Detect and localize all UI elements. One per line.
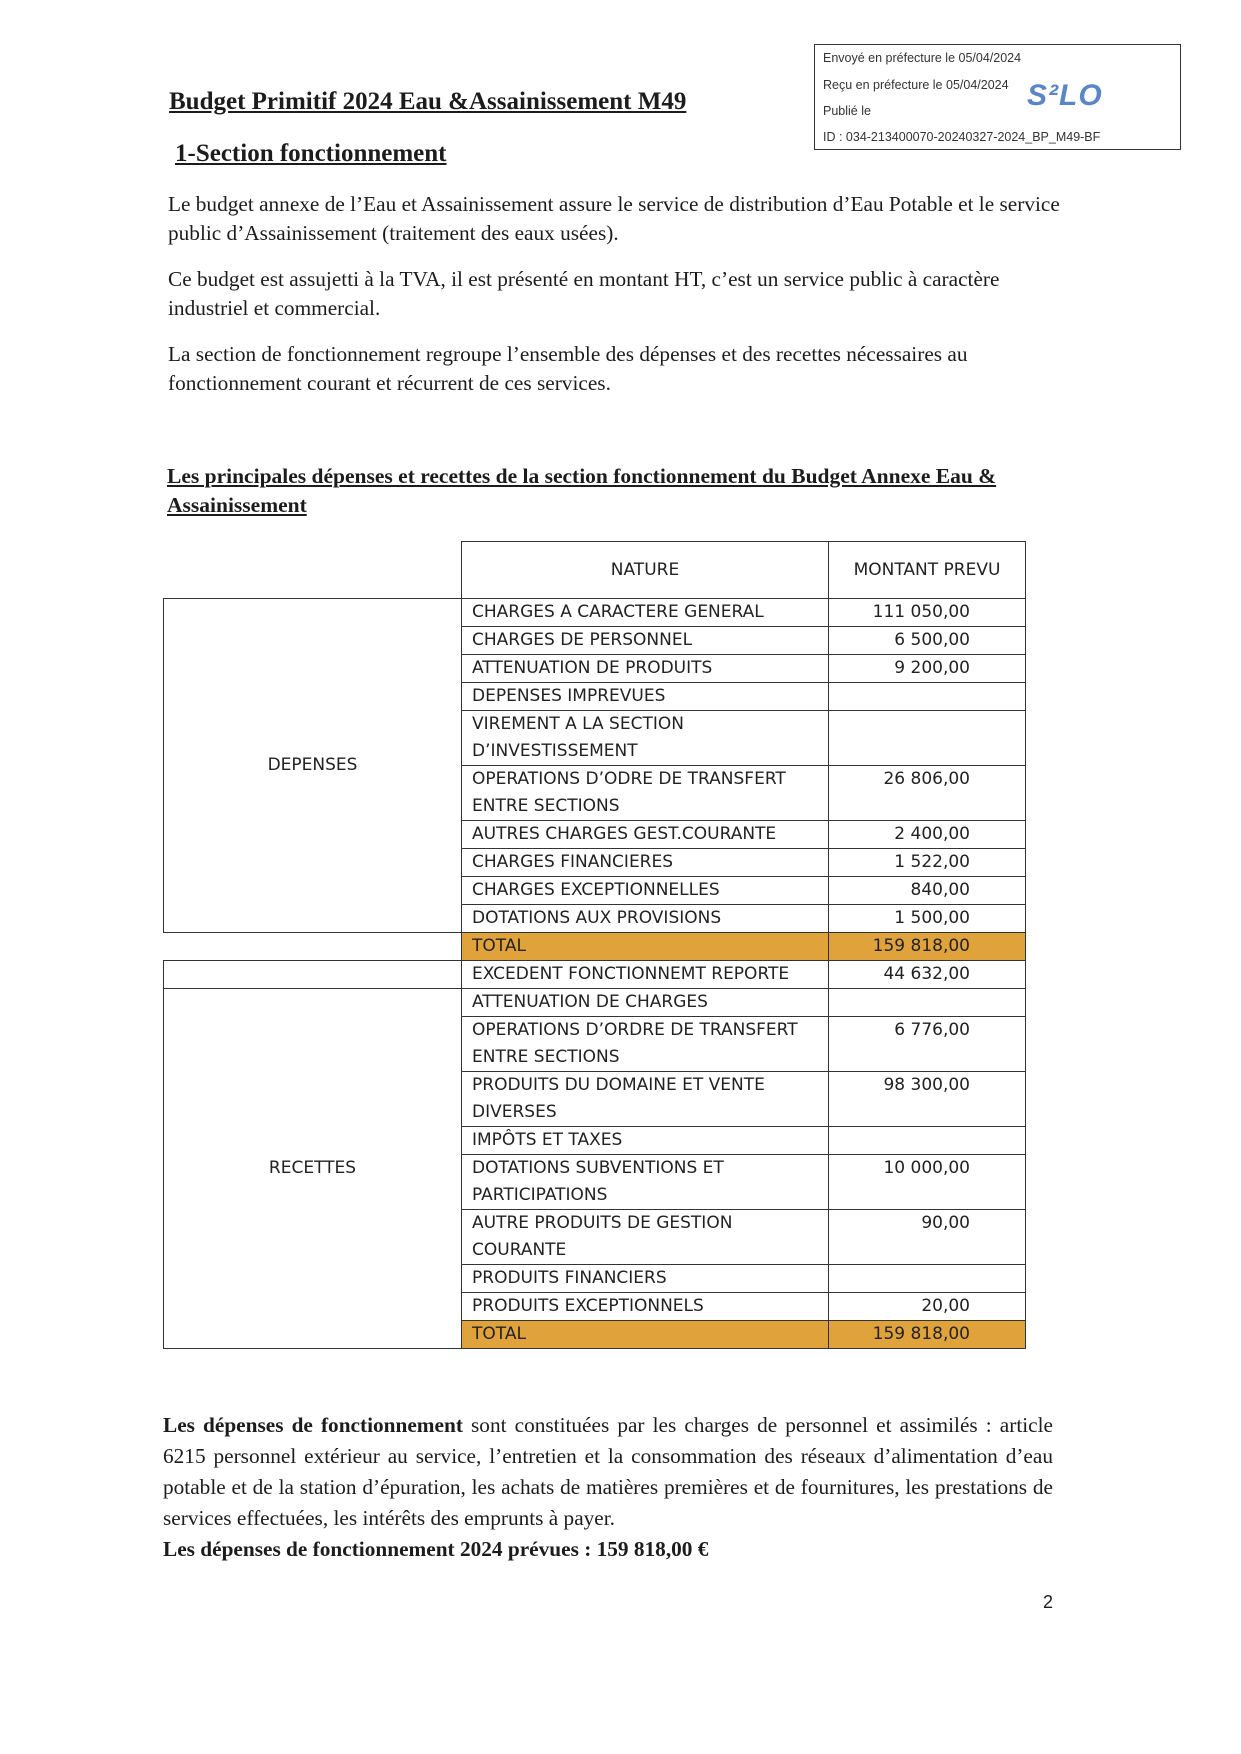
stamp-sent: Envoyé en préfecture le 05/04/2024	[823, 51, 1022, 65]
closing-lead: Les dépenses de fonctionnement	[163, 1413, 463, 1437]
nature-cell: AUTRE PRODUITS DE GESTION COURANTE	[462, 1210, 829, 1265]
amount-cell: 6 500,00	[829, 627, 1026, 655]
nature-cell: OPERATIONS D’ODRE DE TRANSFERT ENTRE SECTIONS	[462, 766, 829, 821]
nature-cell: PRODUITS FINANCIERS	[462, 1265, 829, 1293]
total-amount: 159 818,00	[829, 1321, 1026, 1349]
page-title: Budget Primitif 2024 Eau &Assainissement M49	[169, 88, 687, 115]
amount-cell: 9 200,00	[829, 655, 1026, 683]
stamp-id: ID : 034-213400070-20240327-2024_BP_M49-BF	[823, 130, 1101, 144]
paragraph-section: La section de fonctionnement regroupe l’ensemble des dépenses et des recettes nécessaires au fonctionnement courant et récurrent de ces services.	[168, 342, 968, 395]
table-header-row	[164, 542, 1026, 599]
nature-cell: DEPENSES IMPREVUES	[462, 683, 829, 711]
amount-cell	[829, 1127, 1026, 1155]
header-blank-cell	[164, 542, 462, 599]
amount-cell: 90,00	[829, 1210, 1026, 1265]
paragraph-tva: Ce budget est assujetti à la TVA, il est présenté en montant HT, c’est un service public à caractère industriel et commercial.	[168, 267, 1000, 320]
total-amount: 159 818,00	[829, 933, 1026, 961]
amount-cell	[829, 989, 1026, 1017]
stamp-published: Publié le	[823, 104, 871, 118]
nature-cell: IMPÔTS ET TAXES	[462, 1127, 829, 1155]
paragraph-intro: Le budget annexe de l’Eau et Assainissement assure le service de distribution d’Eau Potable et le service public d’Assainissement (traitement des eaux usées).	[168, 192, 1060, 245]
nature-cell: DOTATIONS AUX PROVISIONS	[462, 905, 829, 933]
amount-cell: 2 400,00	[829, 821, 1026, 849]
excedent-row	[164, 961, 1026, 989]
nature-cell: EXCEDENT FONCTIONNEMT REPORTE	[462, 961, 829, 989]
nature-cell: CHARGES FINANCIERES	[462, 849, 829, 877]
nature-cell: DOTATIONS SUBVENTIONS ET PARTICIPATIONS	[462, 1155, 829, 1210]
depenses-total-row	[164, 933, 1026, 961]
nature-cell: CHARGES DE PERSONNEL	[462, 627, 829, 655]
excedent-blank-cell	[164, 961, 462, 989]
table-row	[164, 989, 1026, 1017]
nature-cell: VIREMENT A LA SECTION D’INVESTISSEMENT	[462, 711, 829, 766]
amount-cell: 840,00	[829, 877, 1026, 905]
amount-cell: 111 050,00	[829, 599, 1026, 627]
closing-paragraph	[163, 1410, 1053, 1565]
prefecture-stamp	[814, 44, 1181, 150]
amount-cell	[829, 1265, 1026, 1293]
amount-cell: 98 300,00	[829, 1072, 1026, 1127]
stamp-received: Reçu en préfecture le 05/04/2024	[823, 78, 1009, 92]
nature-cell: CHARGES A CARACTERE GENERAL	[462, 599, 829, 627]
depenses-label: DEPENSES	[164, 599, 462, 933]
nature-cell: ATTENUATION DE PRODUITS	[462, 655, 829, 683]
header-nature: NATURE	[462, 542, 829, 599]
amount-cell	[829, 683, 1026, 711]
total-blank-cell	[164, 933, 462, 961]
total-label: TOTAL	[462, 1321, 829, 1349]
nature-cell: PRODUITS DU DOMAINE ET VENTE DIVERSES	[462, 1072, 829, 1127]
amount-cell: 1 500,00	[829, 905, 1026, 933]
total-label: TOTAL	[462, 933, 829, 961]
nature-cell: ATTENUATION DE CHARGES	[462, 989, 829, 1017]
signature-mark: S²LO	[1027, 79, 1103, 112]
page-number: 2	[1043, 1592, 1054, 1612]
nature-cell: CHARGES EXCEPTIONNELLES	[462, 877, 829, 905]
budget-table	[163, 541, 1026, 1349]
closing-body: sont constituées par les charges de personnel et assimilés : article 6215 personnel extérieur au service, l’entretien et la consommation des réseaux d’alimentation d’eau potable et de la station d’épuration, les achats de matières premières et de fournitures, les prestations de services effectuées, les intérêts des emprunts à payer.	[163, 1413, 1053, 1530]
header-amount: MONTANT PREVU	[829, 542, 1026, 599]
table-row	[164, 599, 1026, 627]
amount-cell	[829, 711, 1026, 766]
amount-cell: 10 000,00	[829, 1155, 1026, 1210]
closing-summary: Les dépenses de fonctionnement 2024 prévues : 159 818,00 €	[163, 1537, 709, 1561]
amount-cell: 1 522,00	[829, 849, 1026, 877]
table-heading: Les principales dépenses et recettes de la section fonctionnement du Budget Annexe Eau & Assainissement	[167, 464, 997, 517]
amount-cell: 44 632,00	[829, 961, 1026, 989]
section-title: 1-Section fonctionnement	[175, 140, 447, 167]
nature-cell: PRODUITS EXCEPTIONNELS	[462, 1293, 829, 1321]
nature-cell: AUTRES CHARGES GEST.COURANTE	[462, 821, 829, 849]
amount-cell: 26 806,00	[829, 766, 1026, 821]
amount-cell: 6 776,00	[829, 1017, 1026, 1072]
nature-cell: OPERATIONS D’ORDRE DE TRANSFERT ENTRE SECTIONS	[462, 1017, 829, 1072]
amount-cell: 20,00	[829, 1293, 1026, 1321]
recettes-label: RECETTES	[164, 989, 462, 1349]
